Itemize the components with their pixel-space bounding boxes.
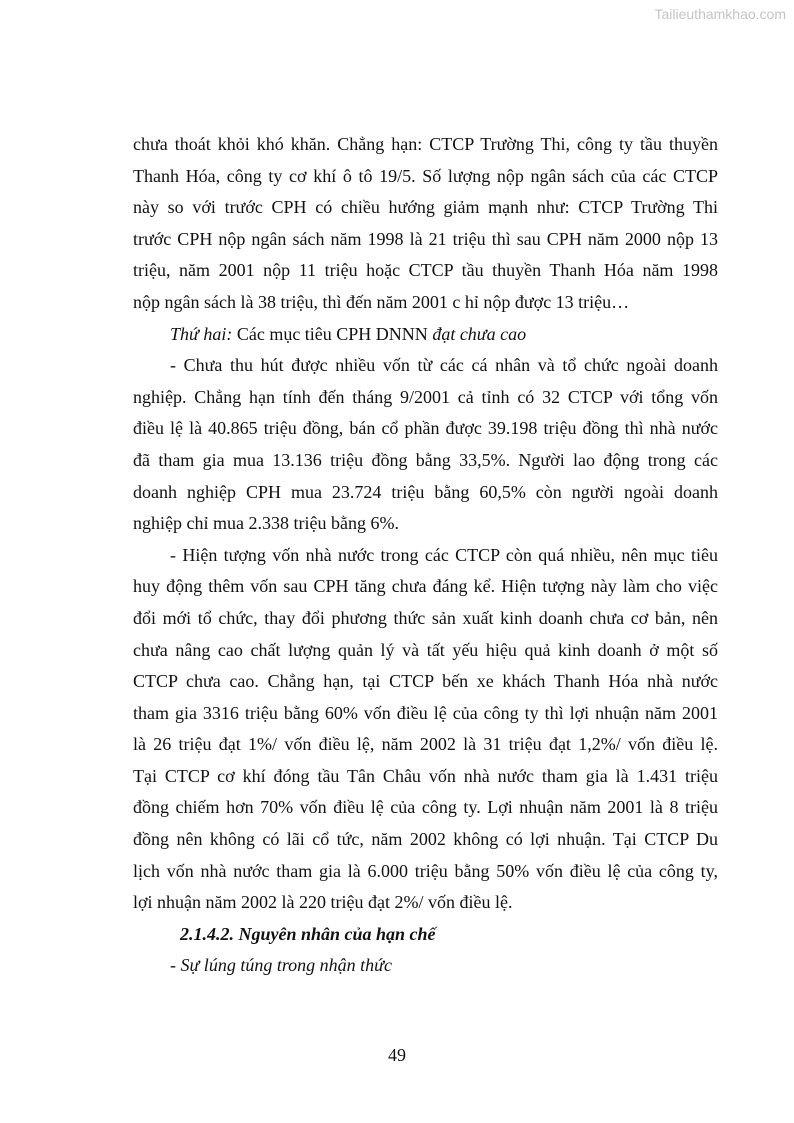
paragraph-line: đồng chiếm hơn 70% vốn điều lệ của công ty. Lợi nhuận năm 2001 là 8 triệu [133, 797, 718, 818]
paragraph-line: trước CPH nộp ngân sách năm 1998 là 21 triệu thì sau CPH năm 2000 nộp 13 [133, 228, 718, 249]
paragraph-line: doanh nghiệp CPH mua 23.724 triệu bằng 60,5% còn người ngoài doanh [133, 481, 718, 502]
paragraph-line: nộp ngân sách là 38 triệu, thì đến năm 2001 c hỉ nộp được 13 triệu… [133, 291, 630, 312]
paragraph-line: Thanh Hóa, công ty cơ khí ô tô 19/5. Số lượng nộp ngân sách của các CTCP [133, 165, 718, 186]
paragraph-line: nghiệp chỉ mua 2.338 triệu bằng 6%. [133, 513, 399, 534]
paragraph-line: triệu, năm 2001 nộp 11 triệu hoặc CTCP tầu thuyền Thanh Hóa năm 1998 [133, 260, 718, 281]
page-number: 49 [388, 1045, 406, 1065]
paragraph-line: Tại CTCP cơ khí đóng tầu Tân Châu vốn nhà nước tham gia là 1.431 triệu [133, 765, 718, 786]
paragraph-line: tham gia 3316 triệu bằng 60% vốn điều lệ của công ty thì lợi nhuận năm 2001 [133, 702, 718, 723]
paragraph-line: lợi nhuận năm 2002 là 220 triệu đạt 2%/ vốn điều lệ. [133, 892, 513, 913]
subsection-heading: - Sự lúng túng trong nhận thức [170, 955, 392, 976]
paragraph-line: đã tham gia mua 13.136 triệu đồng bằng 33,5%. Người lao động trong các [133, 449, 718, 470]
paragraph-line: đổi mới tổ chức, thay đổi phương thức sản xuất kinh doanh chưa cơ bản, nên [133, 607, 718, 628]
paragraph-line: - Hiện tượng vốn nhà nước trong các CTCP còn quá nhiều, nên mục tiêu [170, 544, 718, 565]
paragraph-line: huy động thêm vốn sau CPH tăng chưa đáng kể. Hiện tượng này làm cho việc [133, 576, 718, 597]
second-point-label: Thứ hai: [170, 323, 233, 344]
paragraph-line: lịch vốn nhà nước tham gia là 6.000 triệu bằng 50% vốn điều lệ của công ty, [133, 860, 718, 881]
paragraph-line: - Chưa thu hút được nhiều vốn từ các cá nhân và tổ chức ngoài doanh [170, 355, 718, 376]
section-heading: 2.1.4.2. Nguyên nhân của hạn chế [180, 923, 436, 944]
second-point-text: Các mục tiêu CPH DNNN [232, 323, 433, 344]
paragraph-line: là 26 triệu đạt 1%/ vốn điều lệ, năm 2002 là 31 triệu đạt 1,2%/ vốn điều lệ. [133, 734, 718, 755]
paragraph-line: chưa thoát khỏi khó khăn. Chẳng hạn: CTCP Trường Thi, công ty tầu thuyền [133, 134, 718, 154]
second-point-line [133, 319, 718, 351]
paragraph-line: chưa nâng cao chất lượng quản lý và tất yếu hiệu quả kinh doanh ở một số [133, 639, 718, 660]
paragraph-line: nghiệp. Chẳng hạn tính đến tháng 9/2001 cả tỉnh có 32 CTCP với tổng vốn [133, 386, 718, 407]
paragraph-line: CTCP chưa cao. Chẳng hạn, tại CTCP bến xe khách Thanh Hóa nhà nước [133, 671, 718, 692]
second-point-tail: đạt chưa cao [432, 323, 527, 344]
watermark: Tailieuthamkhao.com [654, 6, 786, 22]
page-body [133, 129, 718, 982]
paragraph-line: đồng nên không có lãi cổ tức, năm 2002 không có lợi nhuận. Tại CTCP Du [133, 829, 718, 850]
paragraph-line: này so với trước CPH có chiều hướng giảm mạnh như: CTCP Trường Thi [133, 197, 718, 218]
paragraph-line: điều lệ là 40.865 triệu đồng, bán cổ phần được 39.198 triệu đồng thì nhà nước [133, 418, 718, 439]
